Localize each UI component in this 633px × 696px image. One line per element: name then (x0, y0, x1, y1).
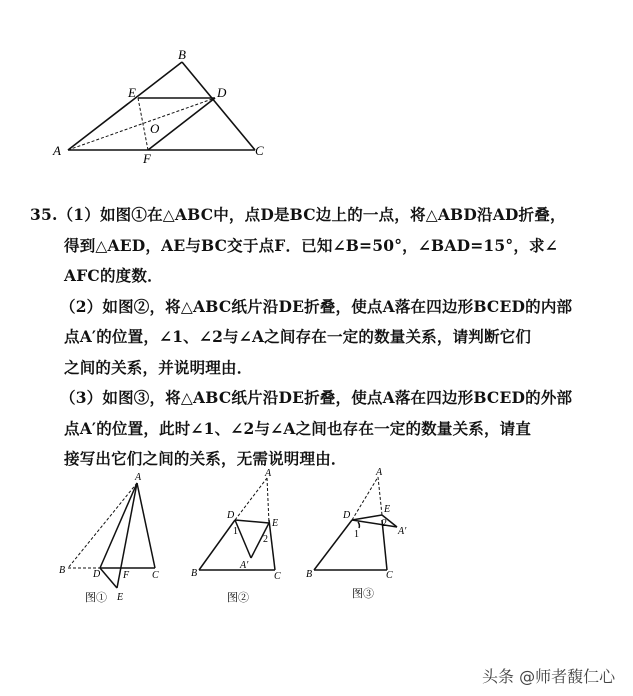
label-C: C (255, 143, 264, 158)
segment-DE (100, 568, 117, 588)
label-A-prime: A′ (398, 526, 407, 537)
label-B: B (178, 47, 186, 62)
label-O: O (150, 121, 160, 136)
figure-3 (302, 465, 422, 605)
problem-number: 35. (30, 205, 58, 224)
part3-line3: 接写出它们之间的关系，无需说明理由． (64, 449, 347, 468)
angle-1-label: 1 (233, 526, 238, 537)
label-F: F (143, 151, 151, 166)
problem-line (30, 200, 610, 231)
part3-line2: 点A′的位置，此时∠1、∠2与∠A之间也存在一定的数量关系，请直 (64, 418, 532, 438)
part1-line1: （1）如图①在△ABC中，点D是BC边上的一点，将△ABD沿AD折叠， (57, 205, 566, 224)
label-E: E (117, 592, 124, 603)
label-E: E (272, 518, 279, 529)
dashed-AE (378, 477, 382, 515)
dashed-DA (352, 477, 378, 520)
figure-2 (187, 468, 297, 608)
caption-figure-3: 图③ (352, 588, 374, 600)
dashed-DA (235, 478, 267, 520)
label-D: D (217, 85, 227, 100)
top-figure (50, 45, 280, 175)
label-D: D (227, 510, 235, 521)
figure-1 (55, 470, 175, 610)
label-A-prime: A′ (240, 560, 249, 571)
label-A: A (135, 472, 142, 483)
watermark-text: 头条 @师者馥仁心 (482, 667, 616, 686)
part2-line2: 点A′的位置，∠1、∠2与∠A之间存在一定的数量关系，请判断它们 (64, 327, 532, 346)
dashed-AB (68, 483, 137, 568)
label-F: F (123, 570, 130, 581)
angle-2-label: 2 (263, 534, 268, 545)
angle-1-label: 1 (354, 529, 359, 540)
label-A: A (265, 468, 272, 479)
label-E: E (384, 504, 391, 515)
fold-line-AD (100, 483, 137, 568)
caption-figure-2: 图② (227, 592, 249, 604)
caption-figure-1: 图① (85, 592, 107, 604)
label-C: C (274, 571, 281, 582)
label-A: A (376, 467, 383, 478)
problem-35 (30, 200, 610, 475)
fold-line-DE (235, 520, 269, 523)
side-BD (314, 520, 352, 570)
label-C: C (386, 570, 393, 581)
angle-1-arc (358, 522, 359, 528)
part2-line1: （2）如图②，将△ABC纸片沿DE折叠，使点A落在四边形BCED的内部 (60, 296, 573, 316)
label-D: D (93, 569, 101, 580)
dashed-AD (68, 98, 215, 150)
part2-line3: 之间的关系，并说明理由． (64, 357, 253, 377)
label-A: A (53, 143, 61, 158)
label-B: B (59, 565, 66, 576)
fold-line-DE (352, 515, 382, 520)
label-B: B (191, 568, 198, 579)
label-C: C (152, 570, 159, 581)
label-D: D (343, 510, 351, 521)
side-AC (137, 483, 155, 568)
dashed-EF (138, 98, 148, 150)
part1-line3: AFC的度数． (64, 266, 163, 285)
part3-line1: （3）如图③，将△ABC纸片沿DE折叠，使点A落在四边形BCED的外部 (60, 388, 573, 407)
side-BD (199, 520, 235, 570)
angle-2-label: 2 (382, 518, 387, 529)
label-E: E (128, 85, 136, 100)
dashed-AE (267, 478, 269, 523)
part1-line2: 得到△AED，AE与BC交于点F．已知∠B=50°，∠BAD=15°，求∠ (64, 235, 558, 255)
label-B: B (306, 569, 313, 580)
